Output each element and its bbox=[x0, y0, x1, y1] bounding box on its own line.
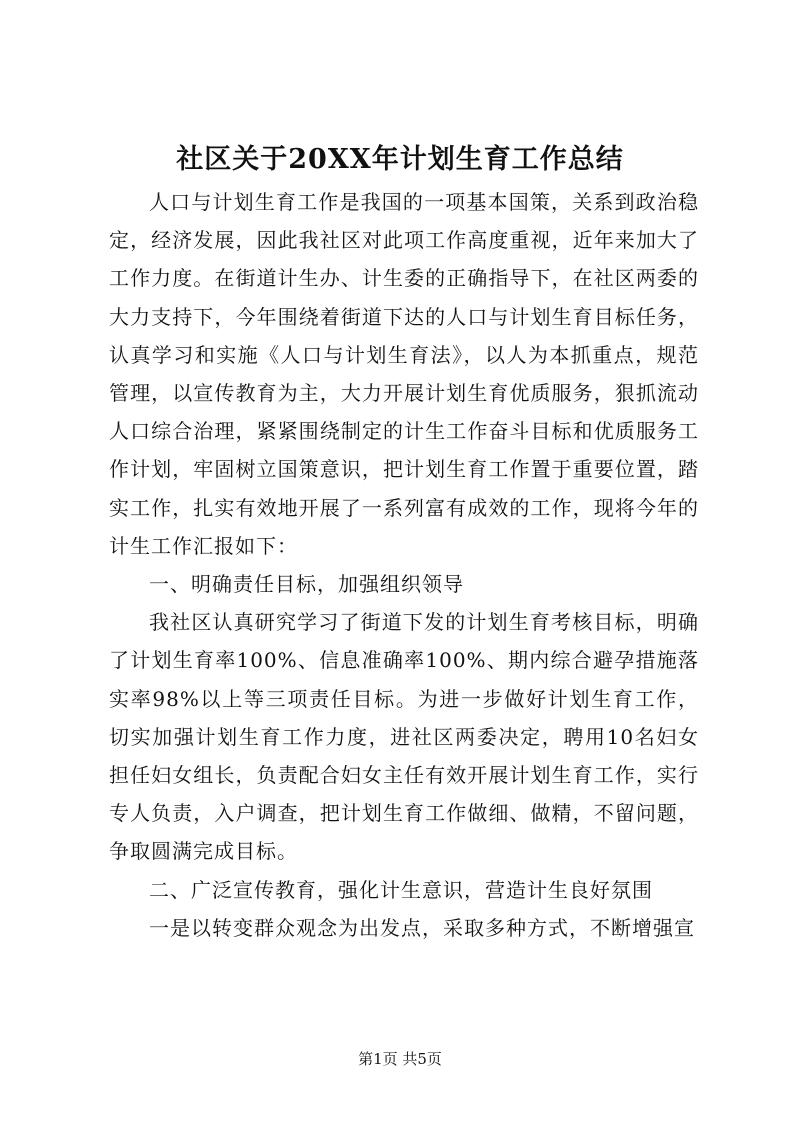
document-body bbox=[109, 183, 699, 947]
section-heading-2: 二、广泛宣传教育，强化计生意识，营造计生良好氛围 bbox=[149, 877, 653, 902]
page-footer: 第1页 共5页 bbox=[358, 1050, 442, 1068]
document-title: 社区关于20XX年计划生育工作总结 bbox=[176, 144, 624, 175]
paragraph-intro: 人口与计划生育工作是我国的一项基本国策，关系到政治稳定，经济发展，因此我社区对此项工作高度重视，近年来加大了工作力度。在街道计生办、计生委的正确指导下，在社区两委的大力支持下，今年围绕着街道下达的人口与计划生育目标任务，认真学习和实施《人口与计划生育法》，以人为本抓重点，规范管理，以宣传教育为主，大力开展计划生育优质服务，狠抓流动人口综合治理，紧紧围绕制定的计生工作奋斗目标和优质服务工作计划，牢固树立国策意识，把计划生育工作置于重要位置，踏实工作，扎实有效地开展了一系列富有成效的工作，现将今年的计生工作汇报如下： bbox=[109, 190, 699, 558]
paragraph-section-2: 一是以转变群众观念为出发点，采取多种方式，不断增强宣 bbox=[149, 915, 695, 940]
section-heading-1: 一、明确责任目标，加强组织领导 bbox=[149, 572, 464, 597]
paragraph-section-1: 我社区认真研究学习了街道下发的计划生育考核目标，明确了计划生育率100%、信息准确率100%、期内综合避孕措施落实率98%以上等三项责任目标。为进一步做好计划生育工作，切实加强计划生育工作力度，进社区两委决定，聘用10名妇女担任妇女组长，负责配合妇女主任有效开展计划生育工作，实行专人负责，入户调查，把计划生育工作做细、做精，不留问题，争取圆满完成目标。 bbox=[109, 610, 699, 864]
